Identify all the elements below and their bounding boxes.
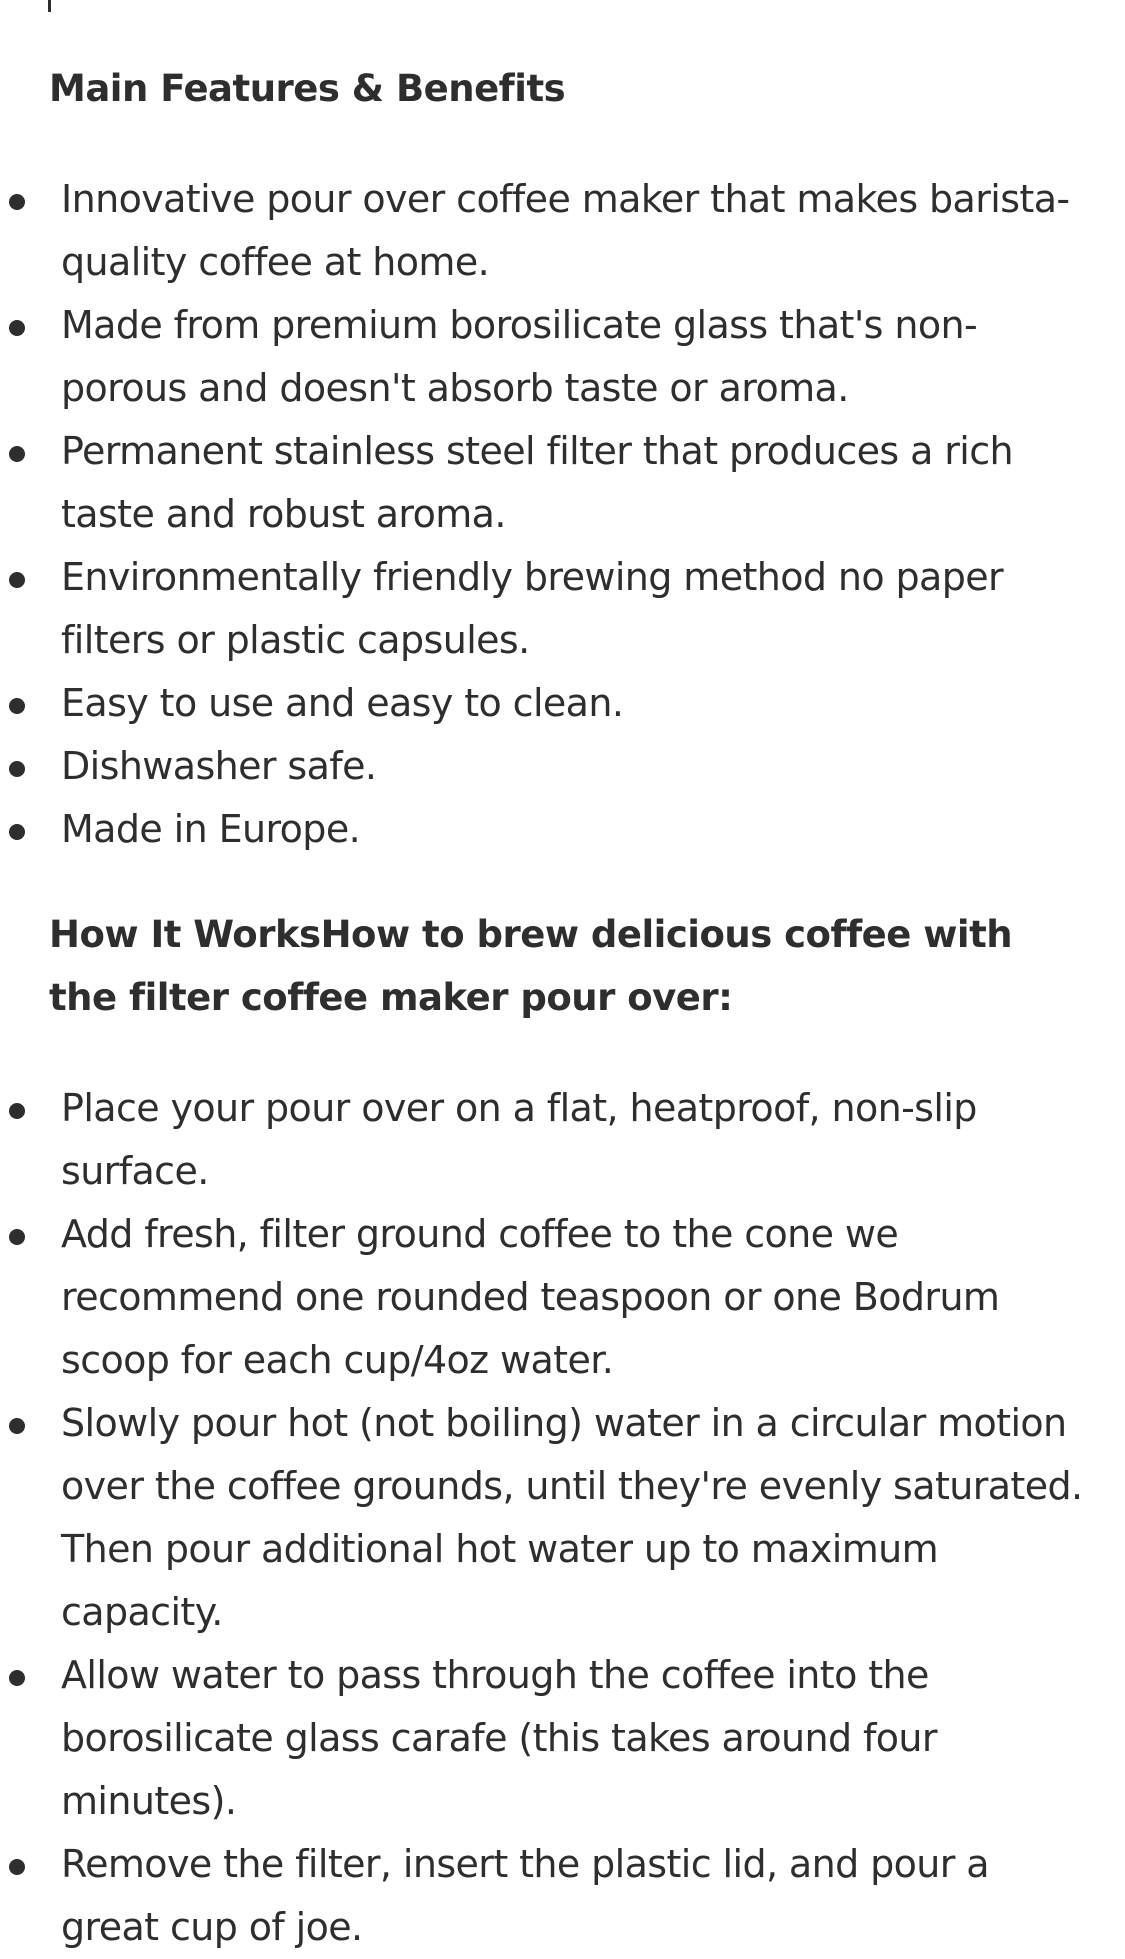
list-item-text: Place your pour over on a flat, heatproof, non-slip surface. [61, 1086, 977, 1193]
list-item [0, 672, 1125, 735]
list-item-text: Allow water to pass through the coffee into the borosilicate glass carafe (this takes around four minutes). [61, 1653, 937, 1823]
list-item-text: Easy to use and easy to clean. [61, 681, 624, 725]
bullet-icon [9, 1670, 25, 1686]
bullet-icon [9, 761, 25, 777]
previous-content-fragment [48, 0, 51, 12]
list-item-text: Add fresh, filter ground coffee to the cone we recommend one rounded teaspoon or one Bodrum scoop for each cup/4oz water. [61, 1212, 1000, 1382]
list-item [0, 735, 1125, 798]
bullet-icon [9, 446, 25, 462]
how-it-works-heading: How It WorksHow to brew delicious coffee with the filter coffee maker pour over: [49, 913, 1013, 1019]
features-list [0, 168, 1125, 861]
bullet-icon [9, 1418, 25, 1434]
bullet-icon [9, 698, 25, 714]
bullet-icon [9, 194, 25, 210]
list-item-text: Environmentally friendly brewing method no paper filters or plastic capsules. [61, 555, 1004, 662]
list-item-text: Remove the filter, insert the plastic lid, and pour a great cup of joe. [61, 1842, 989, 1949]
list-item-text: Permanent stainless steel filter that produces a rich taste and robust aroma. [61, 429, 1014, 536]
list-item [0, 294, 1125, 420]
list-item-text: Innovative pour over coffee maker that makes barista-quality coffee at home. [61, 177, 1070, 284]
list-item [0, 1077, 1125, 1203]
list-item [0, 168, 1125, 294]
list-item [0, 420, 1125, 546]
bullet-icon [9, 1859, 25, 1875]
bullet-icon [9, 1229, 25, 1245]
list-item [0, 1203, 1125, 1392]
bullet-icon [9, 824, 25, 840]
bullet-icon [9, 572, 25, 588]
how-it-works-list [0, 1077, 1125, 1959]
list-item [0, 1392, 1125, 1644]
list-item [0, 1644, 1125, 1833]
list-item-text: Slowly pour hot (not boiling) water in a circular motion over the coffee grounds, until they're evenly saturated. Then pour additional hot water up to maximum capacity. [61, 1401, 1083, 1634]
bullet-icon [9, 1103, 25, 1119]
features-heading: Main Features & Benefits [49, 67, 566, 110]
list-item-text: Made in Europe. [61, 807, 361, 851]
list-item [0, 798, 1125, 861]
bullet-icon [9, 320, 25, 336]
list-item [0, 1833, 1125, 1959]
list-item-text: Dishwasher safe. [61, 744, 377, 788]
list-item-text: Made from premium borosilicate glass that's non-porous and doesn't absorb taste or aroma. [61, 303, 978, 410]
list-item [0, 546, 1125, 672]
